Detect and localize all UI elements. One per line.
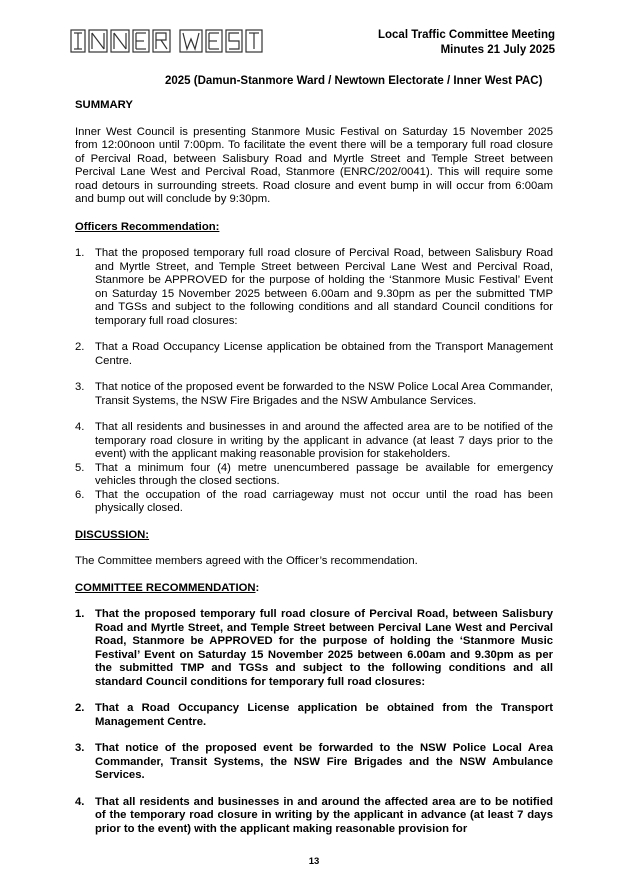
- officers-heading: Officers Recommendation:: [75, 220, 220, 233]
- list-item: [75, 381, 553, 408]
- list-item: [75, 742, 553, 783]
- list-item: [75, 608, 553, 689]
- item-number: 2.: [75, 341, 85, 353]
- list-item: [75, 489, 553, 516]
- committee-list: [75, 608, 553, 836]
- ward-line: 2025 (Damun-Stanmore Ward / Newtown Electorate / Inner West PAC): [165, 75, 543, 87]
- item-number: 6.: [75, 488, 85, 501]
- item-number: 3.: [75, 381, 85, 393]
- summary-heading: SUMMARY: [75, 99, 133, 111]
- item-text: That a minimum four (4) metre unencumbered passage be available for emergency vehicles through the closed sections.: [95, 461, 553, 487]
- item-text: That all residents and businesses in and around the affected area are to be notified of the temporary road closure in writing by the applicant in advance (at least 7 days prior to the event) with the applicant making reasonable provision for stakeholders.: [95, 421, 553, 460]
- list-item: [75, 421, 553, 462]
- list-item: [75, 247, 553, 328]
- list-item: [75, 341, 553, 368]
- item-text: That a Road Occupancy License application be obtained from the Transport Management Centre.: [95, 341, 553, 367]
- header-title-line1: Local Traffic Committee Meeting: [377, 29, 555, 41]
- discussion-text: The Committee members agreed with the Officer’s recommendation.: [75, 555, 418, 567]
- header-title-line2: Minutes 21 July 2025: [440, 44, 555, 56]
- item-text: That the proposed temporary full road closure of Percival Road, between Salisbury Road and Myrtle Street, and Temple Street between Percival Lane West and Percival Road, Stanmore be APPROVED for the purpose of holding the ‘Stanmore Music Festival’ Event on Saturday 15 November 2025 between 6.00am and 9.30pm as per the submitted TMP and TGSs and subject to the following conditions and all standard Council conditions for temporary full road closures:: [95, 247, 553, 327]
- list-item: [75, 702, 553, 729]
- document-body: [75, 99, 553, 836]
- item-text: That the occupation of the road carriageway must not occur until the road has been physically closed.: [95, 488, 553, 514]
- item-number: 4.: [75, 795, 85, 808]
- officers-list: [75, 247, 553, 516]
- item-number: 2.: [75, 702, 85, 714]
- list-item: [75, 462, 553, 489]
- discussion-heading: DISCUSSION:: [75, 528, 150, 541]
- list-item: [75, 796, 553, 837]
- committee-heading-text: COMMITTEE RECOMMENDATION: [75, 581, 256, 594]
- committee-heading-colon: :: [255, 581, 260, 594]
- item-number: 4.: [75, 421, 85, 433]
- item-text: That notice of the proposed event be forwarded to the NSW Police Local Area Commander, Transit Systems, the NSW Fire Brigades and the NSW Ambulance Services.: [95, 381, 553, 407]
- item-text: That a Road Occupancy License application be obtained from the Transport Management Centre.: [95, 702, 553, 728]
- item-number: 3.: [75, 742, 85, 754]
- inner-west-logo: [70, 27, 270, 55]
- item-number: 1.: [75, 247, 85, 259]
- item-text: That all residents and businesses in and around the affected area are to be notified of the temporary road closure in writing by the applicant in advance (at least 7 days prior to the event) with the applicant making reasonable provision for: [95, 795, 553, 835]
- document-header: [378, 28, 555, 58]
- item-text: That notice of the proposed event be forwarded to the NSW Police Local Area Commander, Transit Systems, the NSW Fire Brigades and the NSW Ambulance Services.: [95, 742, 553, 781]
- summary-text: Inner West Council is presenting Stanmore Music Festival on Saturday 15 November 2025 from 12:00noon until 7:00pm. To facilitate the event there will be a temporary full road closure of Percival Road, between Salisbury Road and Myrtle Street and Temple Street between Percival Lane West and Percival Road, Stanmore (ENRC/202/0041). This will require some road detours in surrounding streets. Road closure and event bump in will occur from 6:00am and bump out will conclude by 9:30pm.: [75, 125, 553, 205]
- page-number: 13: [308, 856, 320, 867]
- item-number: 5.: [75, 461, 85, 474]
- item-text: That the proposed temporary full road closure of Percival Road, between Salisbury Road and Myrtle Street, and Temple Street between Percival Lane West and Percival Road, Stanmore be APPROVED for the purpose of holding the ‘Stanmore Music Festival’ Event on Saturday 15 November 2025 between 6.00am and 9.30pm as per the submitted TMP and TGSs and subject to the following conditions and all standard Council conditions for temporary full road closures:: [95, 608, 553, 688]
- committee-heading: [75, 582, 553, 596]
- item-number: 1.: [75, 608, 85, 620]
